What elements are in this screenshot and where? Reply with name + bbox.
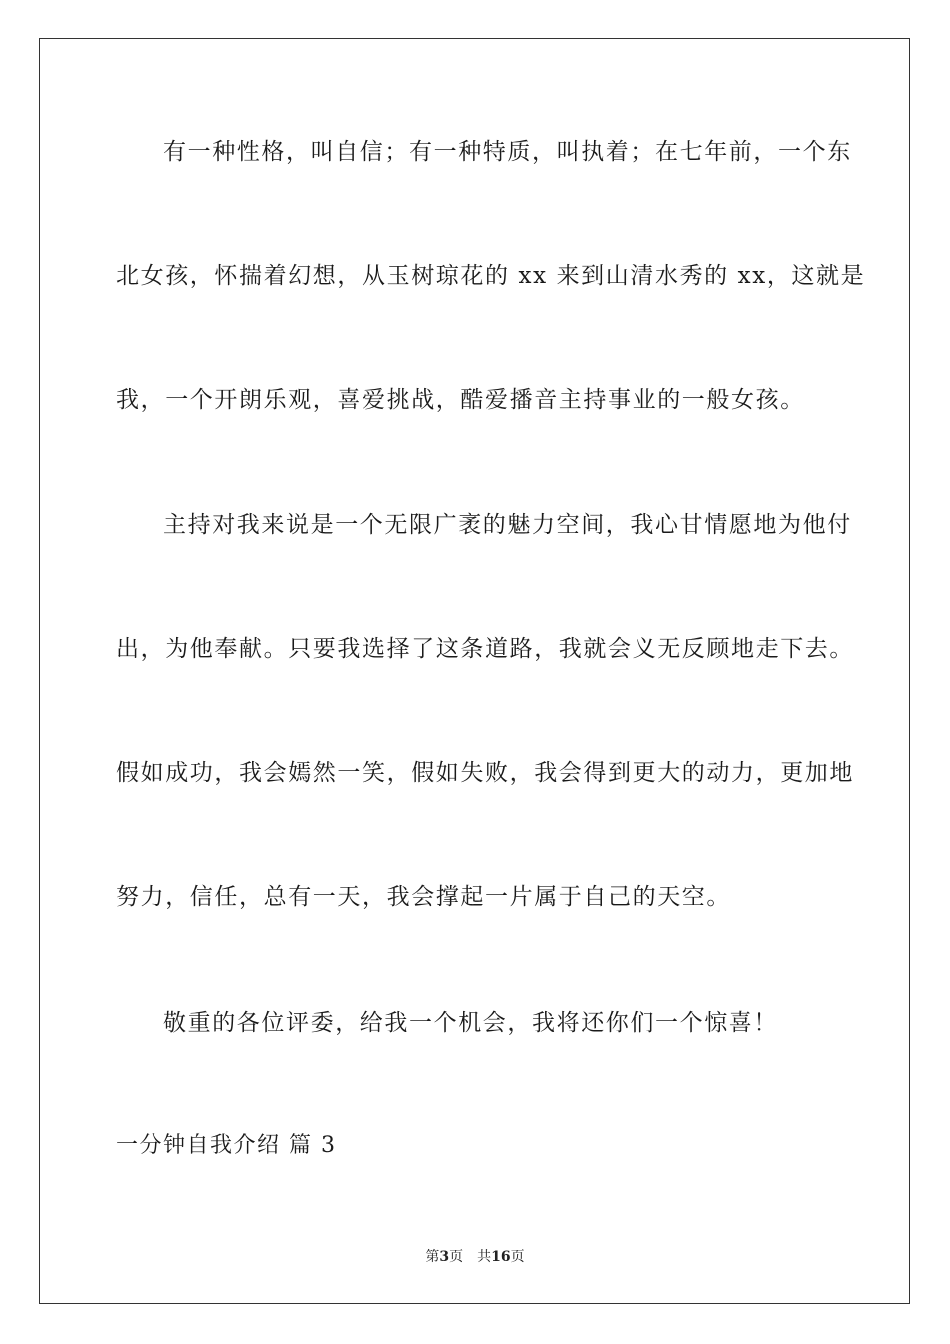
paragraph-2-line-3: 假如成功，我会嫣然一笑，假如失败，我会得到更大的动力，更加地 [116,760,854,786]
paragraph-2-line-4: 努力，信任，总有一天，我会撑起一片属于自己的天空。 [116,884,731,910]
footer-total-prefix: 共 [477,1249,492,1265]
paragraph-2-line-2: 出，为他奉献。只要我选择了这条道路，我就会义无反顾地走下去。 [116,636,854,662]
paragraph-1-line-2: 北女孩，怀揣着幻想，从玉树琼花的 xx 来到山清水秀的 xx，这就是 [116,263,866,289]
page-frame [39,38,910,1304]
paragraph-2-line-1: 主持对我来说是一个无限广袤的魅力空间，我心甘情愿地为他付 [163,512,852,538]
footer-page-number: 3 [439,1249,450,1265]
paragraph-1-line-1: 有一种性格，叫自信；有一种特质，叫执着；在七年前，一个东 [163,139,852,165]
page-footer [0,1247,950,1267]
footer-total-suffix: 页 [510,1249,525,1265]
paragraph-1-line-3: 我，一个开朗乐观，喜爱挑战，酷爱播音主持事业的一般女孩。 [116,387,805,413]
footer-total-pages: 16 [491,1249,511,1265]
paragraph-3-line-1: 敬重的各位评委，给我一个机会，我将还你们一个惊喜！ [163,1010,778,1036]
section-heading: 一分钟自我介绍 篇 3 [116,1133,337,1158]
footer-page-suffix: 页 [449,1249,464,1265]
footer-page-prefix: 第 [425,1249,440,1265]
